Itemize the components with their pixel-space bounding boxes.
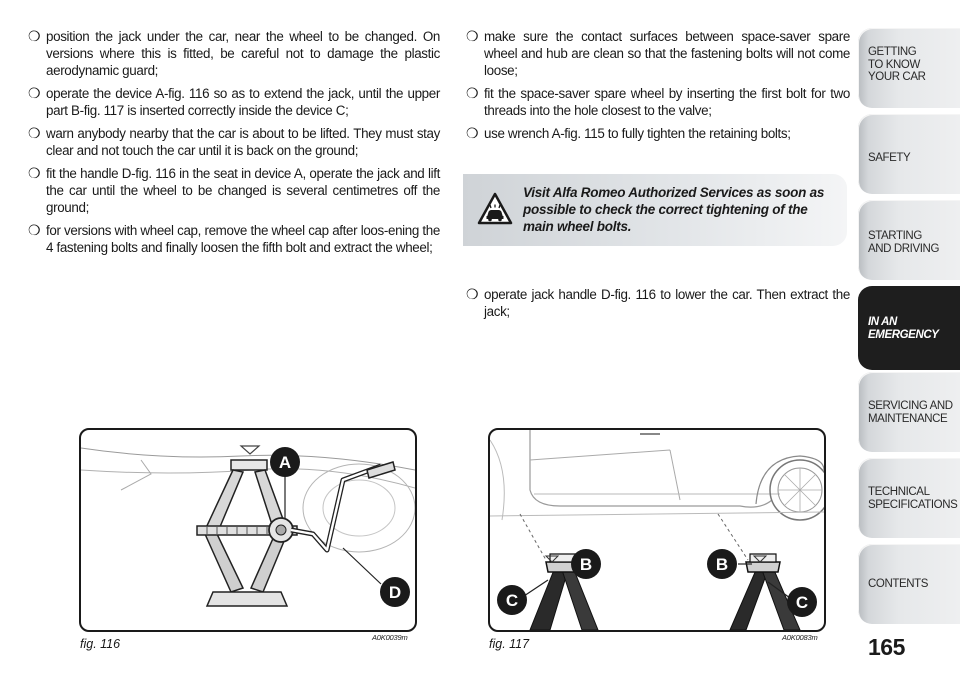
callout-c-left-label: C [505, 591, 519, 610]
list-item-text: operate the device A-fig. 116 so as to extend the jack, until the upper part B-fig. 117 is inserted correctly inside the device C; [46, 86, 440, 118]
callout-b-right-label: B [715, 555, 729, 574]
tab-label: IN AN EMERGENCY [868, 316, 939, 341]
list-item-text: position the jack under the car, near the wheel to be changed. On versions where this is fitted, be careful not to damage the plastic aerodynamic guard; [46, 29, 440, 78]
car-side-illustration [490, 430, 824, 630]
tab-getting-to-know-your-car[interactable] [858, 28, 960, 108]
tab-contents[interactable] [858, 544, 960, 624]
callout-d-label: D [388, 583, 402, 602]
left-bullet-list [28, 28, 440, 256]
callout-a-label: A [278, 453, 292, 472]
right-column [466, 28, 850, 148]
list-item-text: for versions with wheel cap, remove the wheel cap after loos-ening the 4 fastening bolts and finally loosen the fifth bolt and extract the wheel; [46, 223, 440, 255]
bullet-marker: ❍ [466, 28, 479, 44]
list-item-text: fit the space-saver spare wheel by inserting the first bolt for two threads into the hole closest to the valve; [484, 86, 850, 118]
figure-116-code: A0K0039m [372, 633, 408, 642]
tab-safety[interactable] [858, 114, 960, 194]
jack-illustration [81, 430, 415, 630]
list-item [28, 125, 440, 159]
list-item-text: operate jack handle D-fig. 116 to lower the car. Then extract the jack; [484, 287, 850, 319]
list-item-text: make sure the contact surfaces between space-saver spare wheel and hub are clean so that the fastening bolts will not come loose; [484, 29, 850, 78]
list-item [466, 28, 850, 79]
tab-label: GETTING TO KNOW YOUR CAR [868, 46, 926, 83]
list-item [28, 222, 440, 256]
tab-in-an-emergency[interactable] [858, 286, 960, 370]
tab-label: TECHNICAL SPECIFICATIONS [868, 486, 958, 511]
tab-technical-specifications[interactable] [858, 458, 960, 538]
list-item [28, 28, 440, 79]
warning-box [463, 174, 847, 246]
list-item-text: warn anybody nearby that the car is about to be lifted. They must stay clear and not touch the car until it is back on the ground; [46, 126, 440, 158]
list-item [466, 85, 850, 119]
list-item [28, 85, 440, 119]
figure-116-label: fig. 116 [80, 637, 121, 651]
tab-label: CONTENTS [868, 578, 929, 590]
right-bullet-list [466, 28, 850, 142]
left-column [28, 28, 440, 262]
bullet-marker: ❍ [466, 85, 479, 101]
bullet-marker: ❍ [28, 85, 41, 101]
page-number: 165 [868, 634, 905, 660]
bullet-marker: ❍ [28, 28, 41, 44]
figure-116-jack [79, 428, 417, 632]
bullet-marker: ❍ [466, 286, 479, 302]
list-item [466, 286, 850, 320]
callout-b-left-label: B [579, 555, 593, 574]
after-bullet-list [466, 286, 850, 320]
bullet-marker: ❍ [28, 165, 41, 181]
figure-117-code: A0K0083m [782, 633, 818, 642]
list-item-text: use wrench A-fig. 115 to fully tighten the retaining bolts; [484, 126, 791, 141]
figure-117-label: fig. 117 [489, 637, 530, 651]
tab-servicing-and-maintenance[interactable] [858, 372, 960, 452]
car-warning-icon [477, 192, 513, 226]
tab-label: STARTING AND DRIVING [868, 230, 939, 255]
bullet-marker: ❍ [28, 125, 41, 141]
callout-c-right-label: C [795, 593, 809, 612]
bullet-marker: ❍ [466, 125, 479, 141]
list-item [28, 165, 440, 216]
tab-starting-and-driving[interactable] [858, 200, 960, 280]
figure-117-jacking-points [488, 428, 826, 632]
right-column-after-warning [466, 286, 850, 326]
list-item-text: fit the handle D-fig. 116 in the seat in device A, operate the jack and lift the car until the wheel to be changed is several centimetres off the ground; [46, 166, 440, 215]
warning-text: Visit Alfa Romeo Authorized Services as soon as possible to check the correct tightening of the main wheel bolts. [523, 185, 825, 234]
tab-label: SAFETY [868, 152, 911, 164]
tab-label: SERVICING AND MAINTENANCE [868, 400, 953, 425]
list-item [466, 125, 850, 142]
bullet-marker: ❍ [28, 222, 41, 238]
